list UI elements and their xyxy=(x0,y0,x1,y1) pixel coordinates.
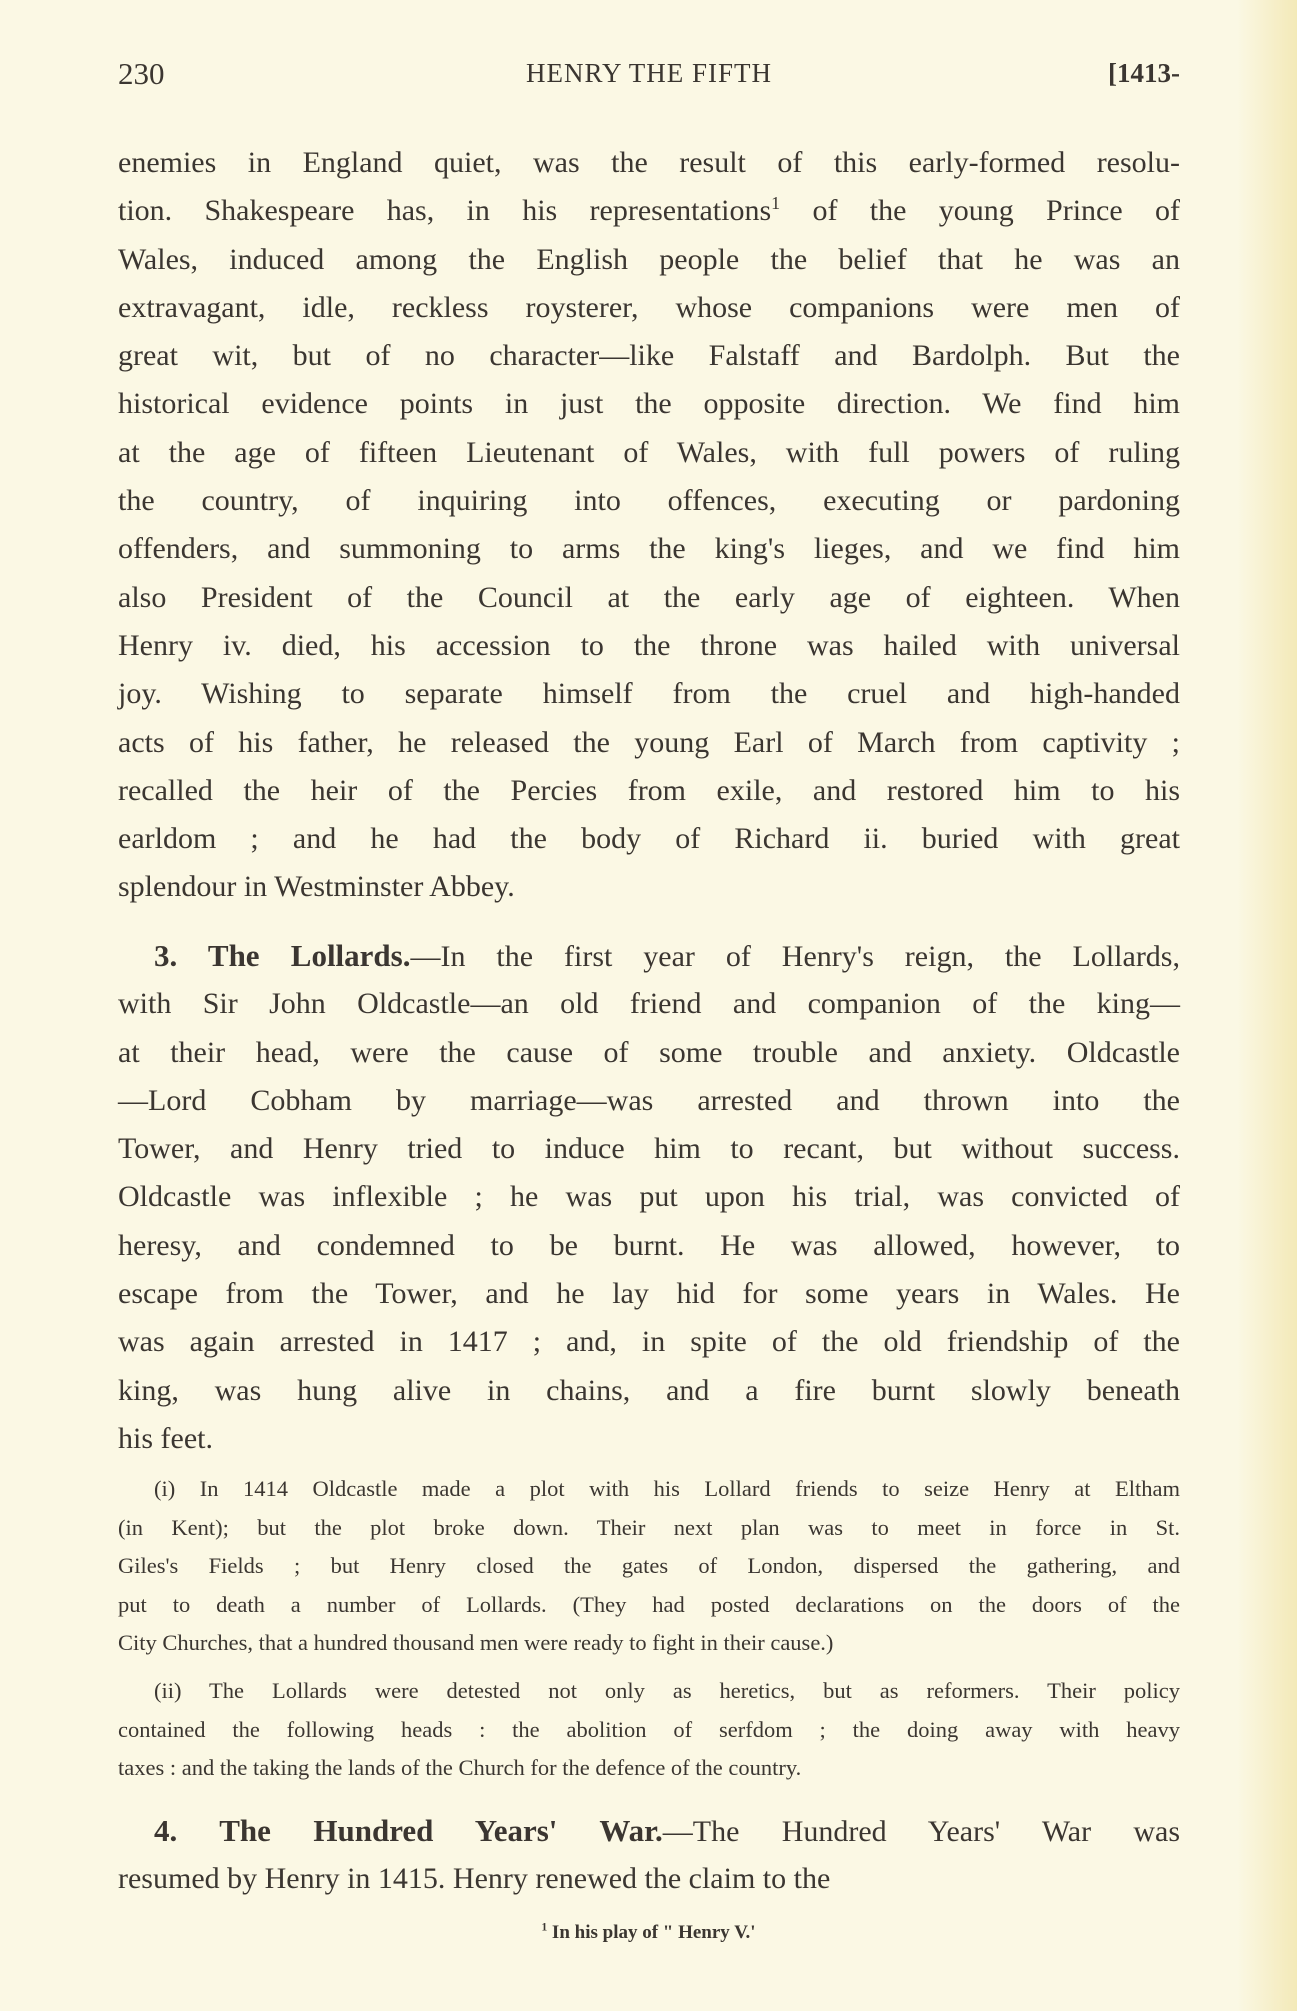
line-text: tion. Shakespeare has, in his representations xyxy=(118,194,772,228)
line-text: enemies in England quiet, was the result of this early-formed resolu- xyxy=(118,146,1180,179)
line-text: Henry iv. died, his accession to the throne was hailed with universal xyxy=(118,628,1180,662)
text-line xyxy=(118,1173,1180,1221)
text-line xyxy=(118,767,1180,815)
footnote-reference: 1 xyxy=(771,193,781,214)
line-text: heresy, and condemned to be burnt. He was allowed, however, to xyxy=(118,1228,1180,1262)
text-line xyxy=(118,429,1180,477)
line-text: —The Hundred Years' War was xyxy=(662,1815,1180,1848)
line-text: joy. Wishing to separate himself from the cruel and high-handed xyxy=(118,677,1180,711)
text-line xyxy=(118,719,1180,767)
text-line xyxy=(118,1547,1180,1586)
text-line xyxy=(118,1367,1180,1415)
line-text: earldom ; and he had the body of Richard ii. buried with great xyxy=(118,822,1180,856)
line-text: of the young Prince of xyxy=(780,194,1180,228)
text-line xyxy=(118,1415,1180,1463)
text-line xyxy=(118,1624,1180,1663)
line-text: with Sir John Oldcastle—an old friend and companion of the king— xyxy=(118,987,1180,1021)
line-text: —Lord Cobham by marriage—was arrested and thrown into the xyxy=(118,1083,1180,1117)
line-text: his feet. xyxy=(118,1421,213,1455)
line-text: (i) In 1414 Oldcastle made a plot with his Lollard friends to seize Henry at Eltham xyxy=(154,1476,1180,1501)
text-line xyxy=(118,187,1180,235)
line-text: —In the first year of Henry's reign, the Lollards, xyxy=(410,940,1180,973)
section-heading: 4. The Hundred Years' War. xyxy=(154,1813,663,1848)
text-line xyxy=(118,1855,1180,1903)
page-edge-shading xyxy=(1237,0,1297,2011)
text-line xyxy=(118,1586,1180,1625)
line-text: Wales, induced among the English people the belief that he was an xyxy=(118,242,1180,276)
text-line xyxy=(118,815,1180,863)
line-text: taxes : and the taking the lands of the Church for the defence of the country. xyxy=(118,1755,802,1780)
line-text: contained the following heads : the abolition of serfdom ; the doing away with heavy xyxy=(118,1716,1180,1742)
text-line xyxy=(118,1470,1180,1509)
text-line xyxy=(118,1509,1180,1548)
line-text: was again arrested in 1417 ; and, in spite of the old friendship of the xyxy=(118,1325,1180,1359)
footnote-text: In his play of " Henry V.' xyxy=(547,1922,756,1943)
line-text: offenders, and summoning to arms the king's lieges, and we find him xyxy=(118,532,1180,566)
text-line xyxy=(118,574,1180,622)
line-text: splendour in Westminster Abbey. xyxy=(118,870,515,904)
text-line xyxy=(118,525,1180,573)
line-text: king, was hung alive in chains, and a fire burnt slowly beneath xyxy=(118,1373,1180,1407)
text-line xyxy=(118,380,1180,428)
text-line xyxy=(118,1270,1180,1318)
text-line xyxy=(118,1672,1180,1711)
line-text: Giles's Fields ; but Henry closed the gates of London, dispersed the gathering, and xyxy=(118,1553,1180,1578)
text-line xyxy=(118,1077,1180,1125)
text-line xyxy=(118,236,1180,284)
line-text: historical evidence points in just the opposite direction. We find him xyxy=(118,387,1180,421)
text-line xyxy=(118,1029,1180,1077)
line-text: also President of the Council at the early age of eighteen. When xyxy=(118,580,1180,614)
line-text: at the age of fifteen Lieutenant of Wales, with full powers of ruling xyxy=(118,435,1180,469)
line-text: City Churches, that a hundred thousand men were ready to fight in their cause.) xyxy=(118,1630,834,1655)
line-text: the country, of inquiring into offences, executing or pardoning xyxy=(118,484,1180,518)
running-title: HENRY THE FIFTH xyxy=(525,58,773,88)
line-text: great wit, but of no character—like Falstaff and Bardolph. But the xyxy=(118,339,1180,373)
year-marker: [1413- xyxy=(1108,58,1180,88)
text-line xyxy=(118,1318,1180,1366)
line-text: (in Kent); but the plot broke down. Their next plan was to meet in force in St. xyxy=(118,1514,1180,1540)
line-text: at their head, were the cause of some trouble and anxiety. Oldcastle xyxy=(118,1035,1180,1069)
footnote-mark: 1 xyxy=(541,1921,548,1934)
page-footnote xyxy=(0,1922,1297,1944)
text-line xyxy=(118,670,1180,718)
text-line xyxy=(118,284,1180,332)
text-line xyxy=(118,332,1180,380)
note-i xyxy=(118,1470,1180,1663)
text-line xyxy=(118,139,1180,187)
text-line xyxy=(118,863,1180,911)
page-number: 230 xyxy=(118,56,165,91)
text-line xyxy=(118,932,1180,980)
text-line xyxy=(118,622,1180,670)
section-hundred-years-war xyxy=(118,1807,1180,1904)
line-text: Tower, and Henry tried to induce him to recant, but without success. xyxy=(118,1132,1180,1166)
line-text: recalled the heir of the Percies from exile, and restored him to his xyxy=(118,773,1180,807)
text-line xyxy=(118,980,1180,1028)
text-line xyxy=(118,477,1180,525)
text-line xyxy=(118,1749,1180,1788)
section-heading: 3. The Lollards. xyxy=(154,938,411,973)
line-text: acts of his father, he released the young Earl of March from captivity ; xyxy=(118,725,1180,759)
running-header xyxy=(118,56,1180,100)
line-text: escape from the Tower, and he lay hid for some years in Wales. He xyxy=(118,1277,1180,1311)
text-line xyxy=(118,1711,1180,1750)
text-line xyxy=(118,1807,1180,1855)
section-lollards xyxy=(118,932,1180,1463)
line-text: put to death a number of Lollards. (They had posted declarations on the doors of the xyxy=(118,1591,1180,1617)
note-ii xyxy=(118,1672,1180,1788)
line-text: (ii) The Lollards were detested not only as heretics, but as reformers. Their policy xyxy=(154,1678,1180,1703)
line-text: resumed by Henry in 1415. Henry renewed the claim to the xyxy=(118,1862,831,1896)
paragraph-intro xyxy=(118,139,1180,912)
text-line xyxy=(118,1222,1180,1270)
text-line xyxy=(118,1125,1180,1173)
line-text: extravagant, idle, reckless roysterer, whose companions were men of xyxy=(118,290,1180,324)
line-text: Oldcastle was inflexible ; he was put upon his trial, was convicted of xyxy=(118,1180,1180,1214)
